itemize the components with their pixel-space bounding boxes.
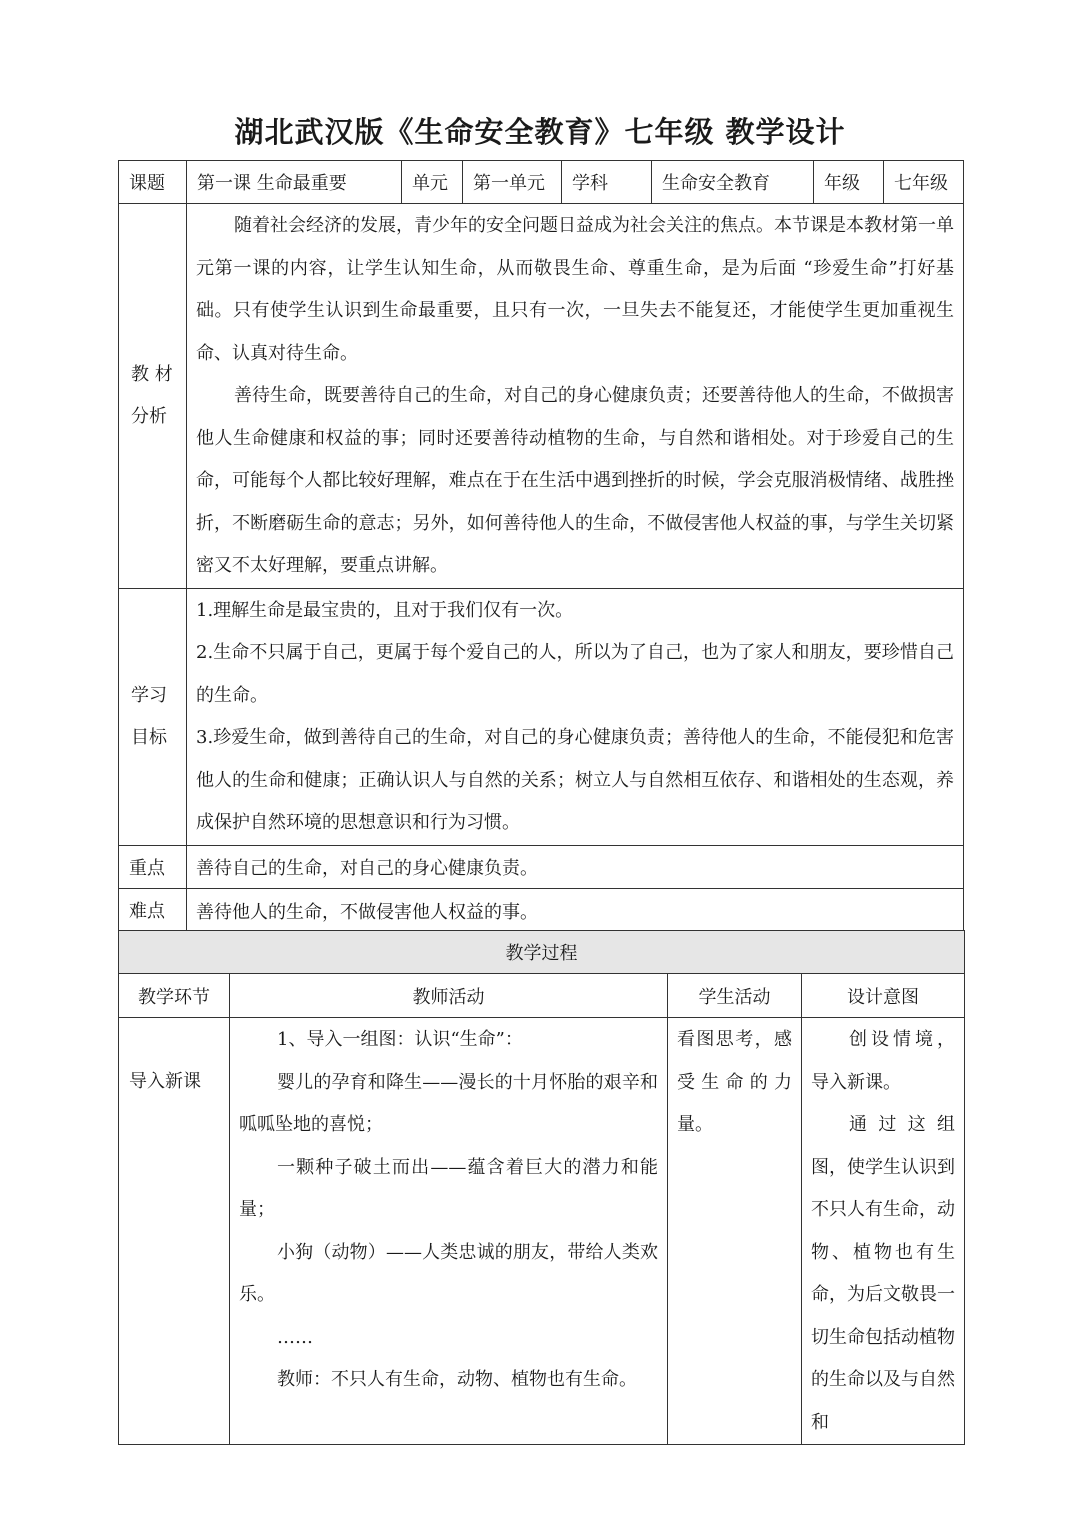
subject-label: 学科	[562, 161, 652, 204]
header-row	[119, 161, 964, 204]
goal-item: 2.生命不只属于自己，更属于每个爱自己的人，所以为了自己，也为了家人和朋友，要珍惜自己的生命。	[196, 642, 954, 706]
difficulty-label: 难点	[119, 888, 187, 932]
goals-content	[187, 588, 964, 845]
goal-item: 3.珍爱生命，做到善待自己的生命，对自己的身心健康负责；善待他人的生命，不能侵犯和危害他人的生命和健康；正确认识人与自然的关系；树立人与自然相互依存、和谐相处的生态观，养成保护自然环境的思想意识和行为习惯。	[196, 727, 954, 833]
teacher-activity-cell	[230, 1018, 668, 1445]
column-header-intent: 设计意图	[802, 974, 965, 1018]
document-title: 湖北武汉版《生命安全教育》七年级 教学设计	[234, 115, 846, 149]
teacher-paragraph: 1、导入一组图：认识“生命”：	[277, 1029, 523, 1050]
goal-item: 1.理解生命是最宝贵的，且对于我们仅有一次。	[196, 599, 574, 621]
grade-value: 七年级	[884, 161, 964, 204]
teacher-paragraph: 小狗（动物）——人类忠诚的朋友，带给人类欢乐。	[239, 1241, 658, 1305]
key-point-value: 善待自己的生命，对自己的身心健康负责。	[187, 845, 964, 888]
analysis-label-line2: 分析	[131, 405, 167, 427]
subject-value: 生命安全教育	[652, 161, 814, 204]
design-intent-cell	[802, 1018, 965, 1445]
unit-label: 单元	[402, 161, 463, 204]
teacher-paragraph: 婴儿的孕育和降生——漫长的十月怀胎的艰辛和呱呱坠地的喜悦；	[239, 1071, 658, 1135]
goals-label	[119, 588, 187, 845]
unit-value: 第一单元	[463, 161, 562, 204]
analysis-content	[187, 204, 964, 589]
column-header-teacher: 教师活动	[230, 974, 668, 1018]
difficulty-row	[119, 888, 964, 932]
teacher-paragraph: 教师：不只人有生命，动物、植物也有生命。	[277, 1369, 637, 1390]
stage-line	[129, 1018, 229, 1061]
analysis-paragraph: 善待生命，既要善待自己的生命，对自己的身心健康负责；还要善待他人的生命，不做损害他人生命健康和权益的事；同时还要善待动植物的生命，与自然和谐相处。对于珍爱自己的生命，可能每个人都比较好理解，难点在于在生活中遇到挫折的时候，学会克服消极情绪、战胜挫折，不断磨砺生命的意志；另外，如何善待他人的生命，不做侵害他人权益的事，与学生关切紧密又不太好理解，要重点讲解。	[196, 385, 954, 576]
teacher-paragraph: ……	[277, 1326, 313, 1348]
process-row	[119, 1018, 965, 1445]
column-header-stage: 教学环节	[119, 974, 230, 1018]
key-point-label: 重点	[119, 845, 187, 888]
analysis-label	[119, 204, 187, 589]
analysis-label-line1: 教 材	[131, 363, 173, 385]
column-header-student: 学生活动	[668, 974, 802, 1018]
goals-label-line2: 目标	[131, 726, 167, 748]
analysis-paragraph: 随着社会经济的发展，青少年的安全问题日益成为社会关注的焦点。本节课是本教材第一单元第一课的内容，让学生认知生命，从而敬畏生命、尊重生命，是为后面 “珍爱生命”打好基础。只有使学生认识到生命最重要，且只有一次，一旦失去不能复还，才能使学生更加重视生命、认真对待生命。	[196, 215, 954, 364]
design-intent-paragraph: 创设情境，导入新课。	[811, 1029, 955, 1093]
process-columns-row	[119, 974, 965, 1018]
lesson-info-table	[118, 160, 964, 933]
process-heading: 教学过程	[119, 931, 965, 974]
grade-label: 年级	[814, 161, 884, 204]
process-heading-row	[119, 931, 965, 974]
design-intent-paragraph: 通过这组图，使学生认识到不只人有生命，动物、植物也有生命，为后文敬畏一切生命包括动植物的生命以及与自然和	[811, 1114, 955, 1433]
analysis-row	[119, 204, 964, 589]
goals-label-line1: 学习	[131, 684, 167, 706]
student-activity-cell	[668, 1018, 802, 1445]
teaching-process-table	[118, 930, 965, 1445]
goals-row	[119, 588, 964, 845]
course-value: 第一课 生命最重要	[187, 161, 402, 204]
student-activity: 看图思考，感受生命的力量。	[677, 1029, 792, 1135]
difficulty-value: 善待他人的生命，不做侵害他人权益的事。	[187, 888, 964, 932]
stage-cell	[119, 1018, 230, 1445]
teacher-paragraph: 一颗种子破土而出——蕴含着巨大的潜力和能量；	[239, 1156, 658, 1220]
stage-name: 导入新课	[129, 1070, 201, 1092]
key-point-row	[119, 845, 964, 888]
course-label: 课题	[119, 161, 187, 204]
